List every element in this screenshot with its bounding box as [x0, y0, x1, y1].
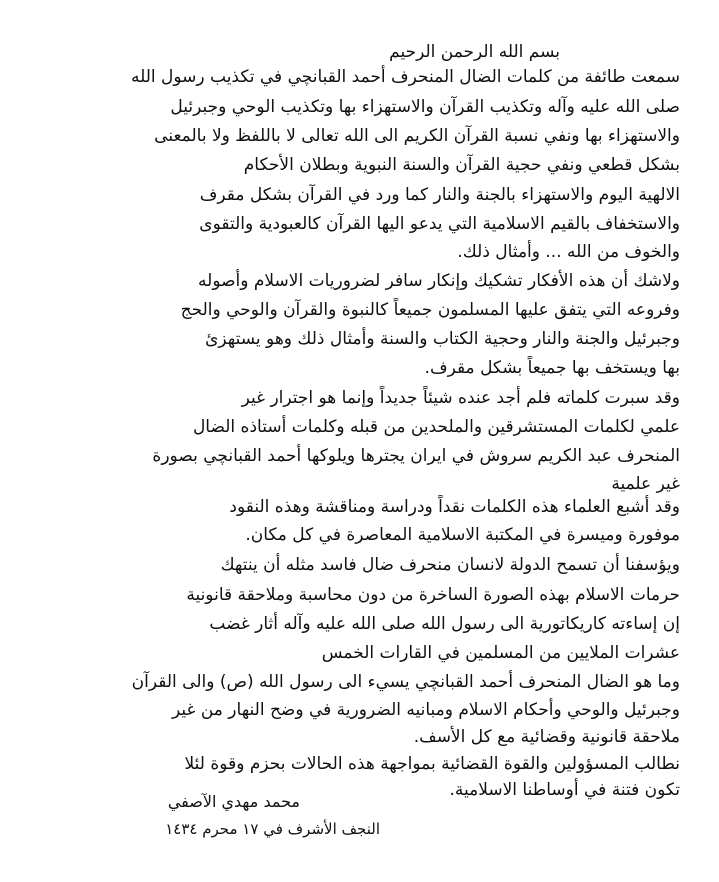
text-line: بشكل قطعي ونفي حجية القرآن والسنة النبوية وبطلان الأحكام: [243, 155, 680, 175]
text-line: ملاحقة قانونية وقضائية مع كل الأسف.: [413, 727, 680, 747]
text-line: وجبرئيل والجنة والنار وحجية الكتاب والسنة وأمثال ذلك وهو يستهزئ: [205, 329, 680, 349]
text-line: والاستهزاء بها ونفي نسبة القرآن الكريم الى الله تعالى لا باللفظ ولا بالمعنى: [154, 126, 680, 146]
basmala: بسم الله الرحمن الرحيم: [389, 42, 560, 62]
text-line: صلى الله عليه وآله وتكذيب القرآن والاستهزاء بها وتكذيب الوحي وجبرئيل: [170, 97, 680, 117]
text-line: وقد سبرت كلماته فلم أجد عنده شيئاً جديداً وإنما هو اجترار غير: [241, 388, 680, 408]
text-line: ويؤسفنا أن تسمح الدولة لانسان منحرف ضال فاسد مثله أن ينتهك: [220, 555, 680, 575]
text-line: وفروعه التي يتفق عليها المسلمون جميعاً كالنبوة والقرآن والوحي والحج: [180, 300, 680, 320]
text-line: علمي لكلمات المستشرقين والملحدين من قبله وكلمات أستاذه الضال: [192, 417, 680, 437]
text-line: المنحرف عبد الكريم سروش في ايران يجترها ويلوكها أحمد القبانچي بصورة: [152, 446, 680, 466]
text-line: وقد أشبع العلماء هذه الكلمات نقداً ودراسة ومناقشة وهذه النقود: [229, 497, 680, 517]
text-line: إن إساءته كاريكاتورية الى رسول الله صلى الله عليه وآله أثار غضب: [209, 614, 680, 634]
text-line: والاستخفاف بالقيم الاسلامية التي يدعو اليها القرآن كالعبودية والتقوى: [199, 214, 680, 234]
text-line: سمعت طائفة من كلمات الضال المنحرف أحمد القبانچي في تكذيب رسول الله: [130, 67, 680, 87]
text-line: الالهية اليوم والاستهزاء بالجنة والنار كما ورد في القرآن بشكل مقرف: [199, 185, 680, 205]
text-line: تكون فتنة في أوساطنا الاسلامية.: [449, 780, 680, 800]
text-line: موفورة وميسرة في المكتبة الاسلامية المعاصرة في كل مكان.: [245, 525, 680, 545]
text-line: بها ويستخف بها جميعاً بشكل مقرف.: [424, 358, 680, 378]
place-date: النجف الأشرف في ١٧ محرم ١٤٣٤: [165, 820, 380, 838]
text-line: عشرات الملايين من المسلمين في القارات الخمس: [321, 643, 680, 663]
text-line: نطالب المسؤولين والقوة القضائية بمواجهة هذه الحالات بحزم وقوة لئلا: [184, 754, 680, 774]
text-line: وما هو الضال المنحرف أحمد القبانچي يسيء الى رسول الله (ص) والى القرآن: [131, 672, 680, 692]
signature: محمد مهدي الآصفي: [167, 792, 300, 811]
text-line: غير علمية: [611, 474, 680, 494]
text-line: والخوف من الله ... وأمثال ذلك.: [457, 242, 680, 262]
text-line: ولاشك أن هذه الأفكار تشكيك وإنكار سافر لضروريات الاسلام وأصوله: [198, 271, 680, 291]
text-line: حرمات الاسلام بهذه الصورة الساخرة من دون محاسبة وملاحقة قانونية: [186, 585, 680, 605]
text-line: وجبرئيل والوحي وأحكام الاسلام ومبانيه الضرورية في وضح النهار من غير: [172, 700, 680, 720]
